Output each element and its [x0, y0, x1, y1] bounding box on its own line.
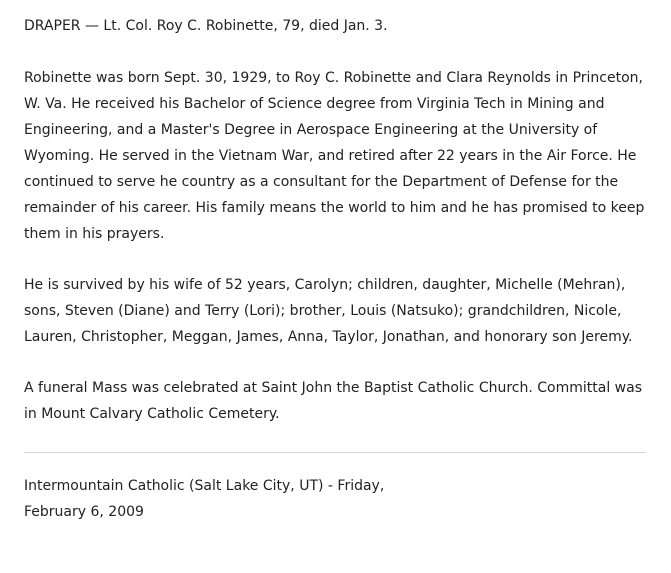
obituary-dateline: DRAPER — Lt. Col. Roy C. Robinette, 79, died Jan. 3. [24, 18, 388, 34]
obituary-article [24, 13, 648, 525]
publication-date-line: February 6, 2009 [24, 504, 144, 520]
obituary-paragraph-services: A funeral Mass was celebrated at Saint John the Baptist Catholic Church. Committal was in Mount Calvary Catholic Cemetery. [24, 380, 642, 422]
section-divider [24, 452, 646, 453]
publication-source [24, 473, 648, 525]
obituary-paragraph-biography: Robinette was born Sept. 30, 1929, to Roy C. Robinette and Clara Reynolds in Princeton, W. Va. He received his Bachelor of Science degree from Virginia Tech in Mining and Engineering, and a Master's Degree in Aerospace Engineering at the University of Wyoming. He served in the Vietnam War, and retired after 22 years in the Air Force. He continued to serve he country as a consultant for the Department of Defense for the remainder of his career. His family means the world to him and he has promised to keep them in his prayers. [24, 70, 645, 242]
publication-name-line: Intermountain Catholic (Salt Lake City, UT) - Friday, [24, 478, 385, 494]
obituary-paragraph-survivors: He is survived by his wife of 52 years, Carolyn; children, daughter, Michelle (Mehran), sons, Steven (Diane) and Terry (Lori); brother, Louis (Natsuko); grandchildren, Nicole, Lauren, Christopher, Meggan, James, Anna, Taylor, Jonathan, and honorary son Jeremy. [24, 277, 633, 345]
